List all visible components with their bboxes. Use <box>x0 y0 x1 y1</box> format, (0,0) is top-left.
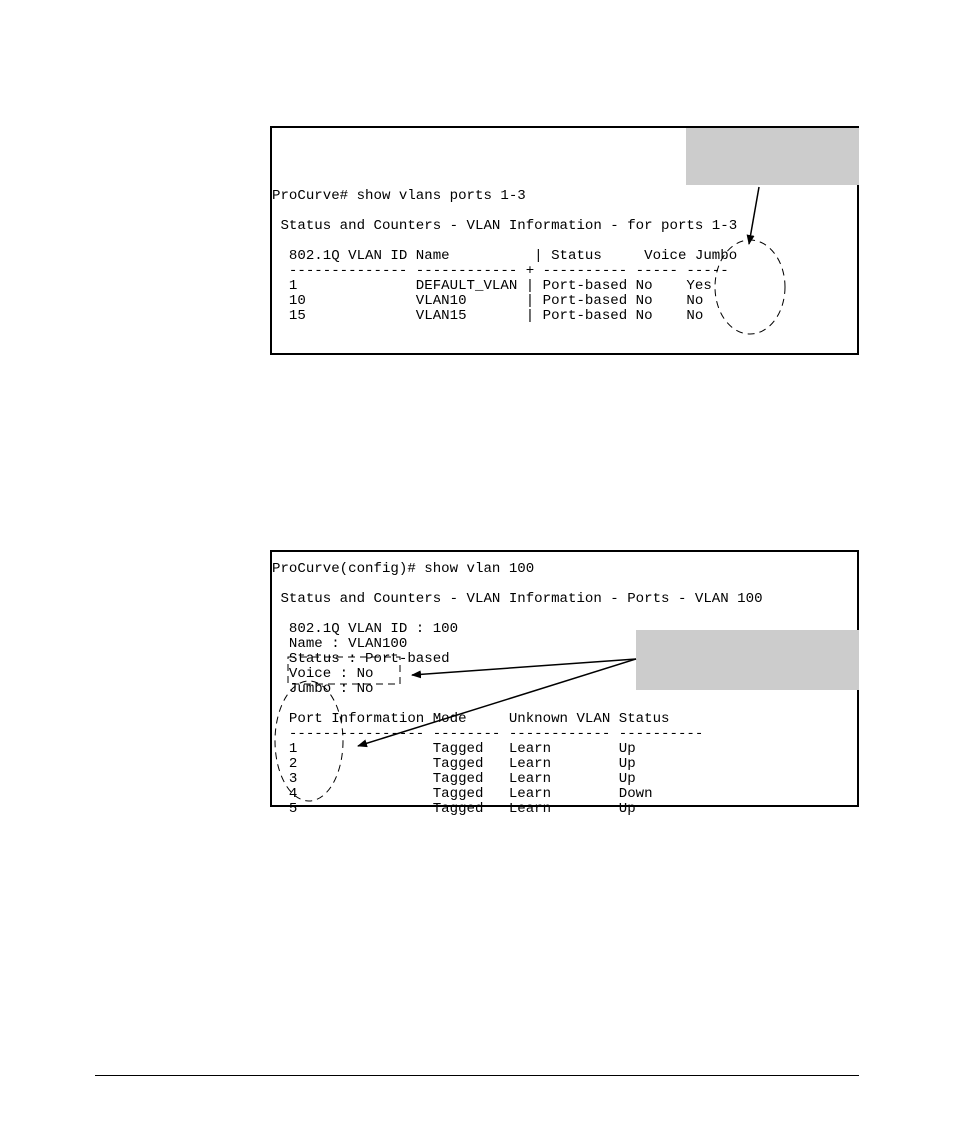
table-header: 802.1Q VLAN ID Name | Status Voice Jumbo <box>272 248 738 264</box>
jumbo-column-highlight <box>715 240 785 334</box>
table-row: 3 Tagged Learn Up <box>272 771 636 787</box>
table-row: 1 Tagged Learn Up <box>272 741 636 757</box>
table-row: 10 VLAN10 | Port-based No No <box>272 293 704 309</box>
voice-jumbo-highlight <box>288 657 400 684</box>
port-column-highlight <box>275 681 343 801</box>
table-row: 1 DEFAULT_VLAN | Port-based No Yes <box>272 278 712 294</box>
table-row: 4 Tagged Learn Down <box>272 786 653 802</box>
callout-arrow-jumbo <box>412 659 636 675</box>
table-separator: ---------------- -------- ------------ ---------- <box>272 726 704 742</box>
vlan-id-line: 802.1Q VLAN ID : 100 <box>272 621 459 637</box>
table-separator: -------------- ------------ + ---------- ----- ----- <box>272 263 729 279</box>
vlan-status-line: Status : Port-based <box>272 651 450 667</box>
annotation-overlay <box>272 128 857 353</box>
table-row: 2 Tagged Learn Up <box>272 756 636 772</box>
callout-arrow <box>749 187 759 244</box>
section-heading: Status and Counters - VLAN Information - Ports - VLAN 100 <box>272 591 763 607</box>
footer-rule <box>95 1075 859 1076</box>
figure-show-vlans-ports <box>270 126 859 355</box>
figure-show-vlan-100 <box>270 550 859 817</box>
callout-arrow-ports <box>358 659 636 746</box>
section-heading: Status and Counters - VLAN Information - for ports 1-3 <box>272 218 738 234</box>
command-line: ProCurve(config)# show vlan 100 <box>272 561 535 577</box>
annotation-overlay <box>272 552 857 805</box>
vlan-jumbo-line: Jumbo : No <box>272 681 374 697</box>
vlan-name-line: Name : VLAN100 <box>272 636 408 652</box>
table-row: 15 VLAN15 | Port-based No No <box>272 308 704 324</box>
table-header: Port Information Mode Unknown VLAN Status <box>272 711 670 727</box>
vlan-voice-line: Voice : No <box>272 666 374 682</box>
command-line: ProCurve# show vlans ports 1-3 <box>272 188 526 204</box>
table-row: 5 Tagged Learn Up <box>272 801 636 817</box>
